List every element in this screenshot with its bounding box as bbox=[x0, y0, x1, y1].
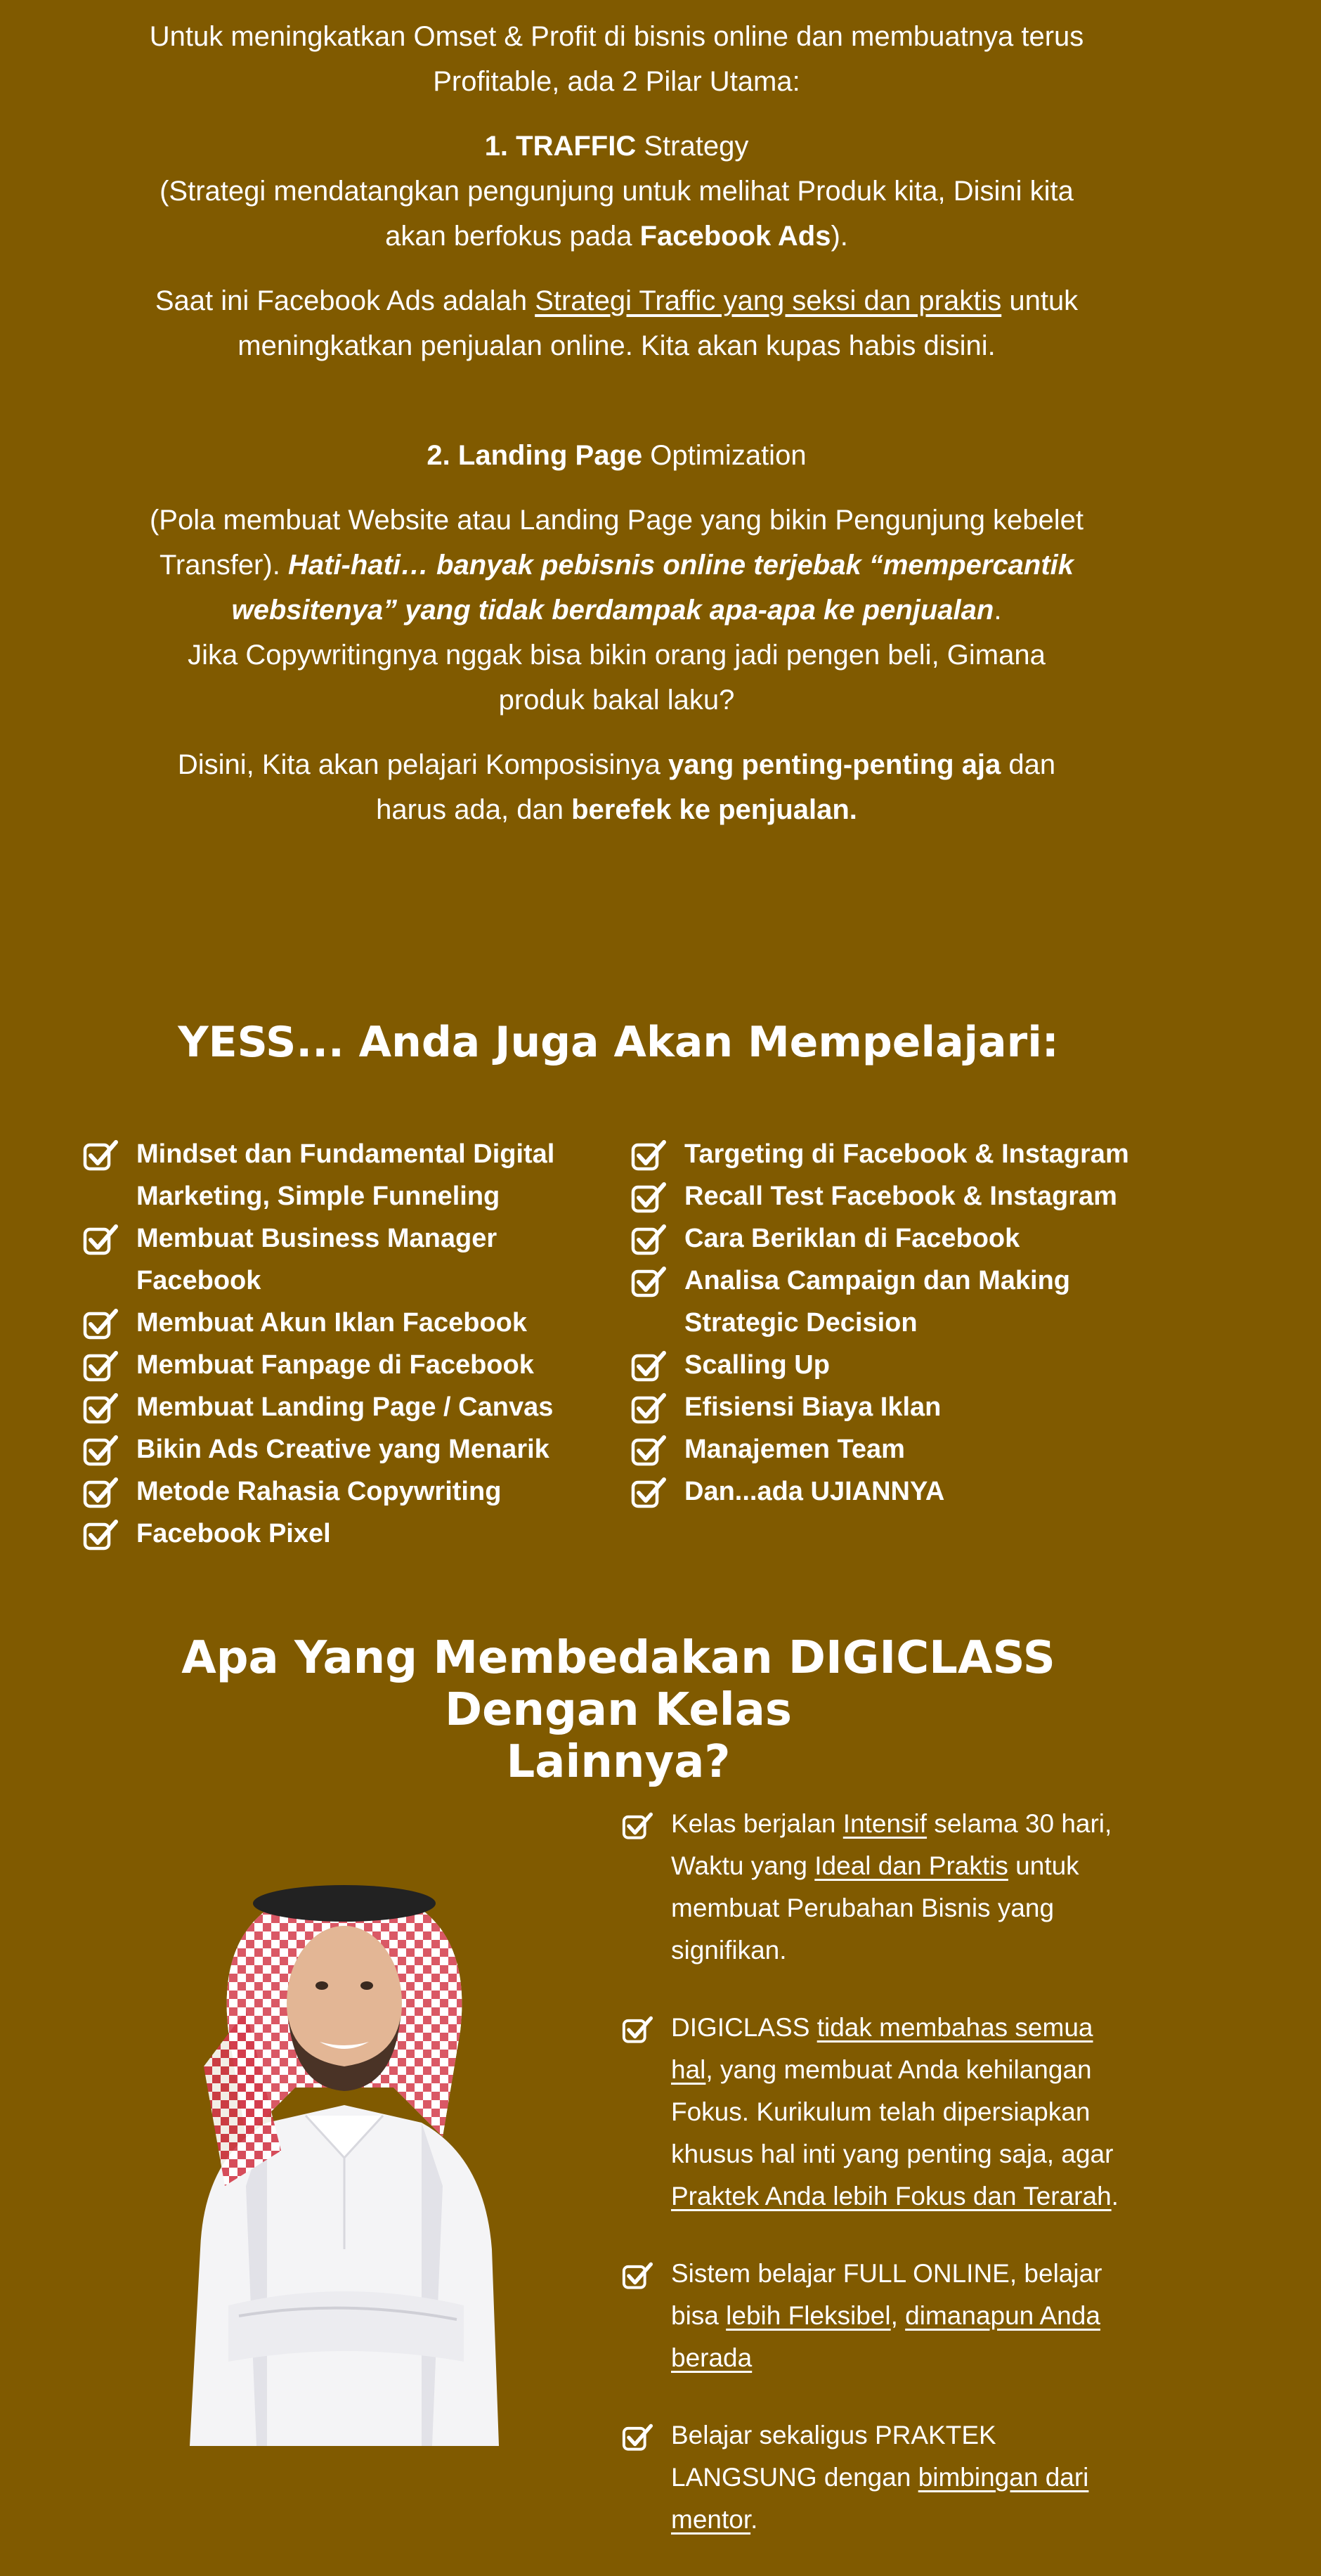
closing-1c: dan bbox=[1001, 749, 1056, 780]
learn-item bbox=[631, 1133, 1137, 1175]
diff-list bbox=[622, 1803, 1142, 2576]
learn-item bbox=[631, 1386, 1137, 1428]
learn-item-label: Metode Rahasia Copywriting bbox=[136, 1477, 502, 1506]
checkbox-check-icon bbox=[83, 1476, 119, 1510]
pillar2-desc-1: (Pola membuat Website atau Landing Page yang bikin Pengunjung kebelet bbox=[149, 505, 1084, 536]
learn-item-label: Dan...ada UJIANNYA bbox=[684, 1477, 945, 1506]
learn-item bbox=[83, 1133, 575, 1217]
pillar2-title: 2. Landing Page bbox=[427, 440, 643, 471]
learn-item bbox=[631, 1260, 1137, 1344]
pillar1-desc: (Strategi mendatangkan pengunjung untuk melihat Produk kita, Disini kita bbox=[160, 176, 1074, 207]
learn-item-label: Facebook Pixel bbox=[136, 1519, 331, 1548]
learn-item-label: Membuat Landing Page / Canvas bbox=[136, 1392, 554, 1422]
checkbox-check-icon bbox=[622, 2261, 654, 2291]
fb-text-a: Saat ini Facebook Ads adalah bbox=[155, 285, 535, 316]
intro-lead-2: Profitable, ada 2 Pilar Utama: bbox=[433, 66, 800, 97]
mentor-photo bbox=[162, 1856, 527, 2446]
learn-item-label: Membuat Akun Iklan Facebook bbox=[136, 1308, 528, 1338]
diff-item-1 bbox=[622, 1803, 1142, 1972]
diff-heading-line-2: Lainnya? bbox=[506, 1736, 731, 1788]
learn-list-left bbox=[83, 1133, 575, 1555]
diff-3-underline-1: lebih Fleksibel bbox=[726, 2301, 891, 2330]
learn-heading: YESS... Anda Juga Akan Mempelajari: bbox=[178, 1018, 1059, 1067]
learn-item bbox=[631, 1470, 1137, 1513]
learn-item bbox=[83, 1513, 575, 1555]
diff-item-3 bbox=[622, 2253, 1142, 2379]
checkbox-check-icon bbox=[83, 1434, 119, 1468]
learn-item bbox=[83, 1302, 575, 1344]
closing-1b: yang penting-penting aja bbox=[668, 749, 1001, 780]
pillar2-desc-4: Jika Copywritingnya nggak bisa bikin orang jadi pengen beli, Gimana bbox=[188, 640, 1046, 671]
checkbox-check-icon bbox=[83, 1392, 119, 1425]
learn-item bbox=[631, 1428, 1137, 1470]
pillar1-title-rest: Strategy bbox=[636, 131, 749, 162]
learn-item-label: Targeting di Facebook & Instagram bbox=[684, 1139, 1129, 1169]
checkbox-check-icon bbox=[631, 1392, 668, 1425]
pillar2-desc-2a: Transfer). bbox=[159, 550, 288, 581]
diff-1-text-c: untuk membuat Perubahan Bisnis yang signifikan. bbox=[671, 1851, 1079, 1965]
learn-item-label: Membuat Business Manager Facebook bbox=[136, 1224, 497, 1295]
learn-item bbox=[631, 1344, 1137, 1386]
checkbox-check-icon bbox=[622, 2015, 654, 2045]
checkbox-check-icon bbox=[622, 1811, 654, 1841]
pillar1-title: 1. TRAFFIC bbox=[484, 131, 637, 162]
diff-2-text-c: . bbox=[1111, 2182, 1119, 2211]
checkbox-check-icon bbox=[631, 1434, 668, 1468]
diff-heading-line-1: Apa Yang Membedakan DIGICLASS Dengan Kelas bbox=[181, 1632, 1055, 1736]
diff-1-text-b: selama 30 hari, Waktu yang bbox=[671, 1809, 1112, 1880]
learn-item-label: Scalling Up bbox=[684, 1350, 830, 1380]
pillar2-title-rest: Optimization bbox=[642, 440, 807, 471]
checkbox-check-icon bbox=[622, 2423, 654, 2452]
learn-item-label: Analisa Campaign dan Making Strategic Decision bbox=[684, 1266, 1070, 1338]
checkbox-check-icon bbox=[83, 1350, 119, 1383]
diff-1-underline-2: Ideal dan Praktis bbox=[814, 1851, 1008, 1880]
learn-item bbox=[631, 1217, 1137, 1260]
diff-4-text-a: Belajar sekaligus PRAKTEK LANGSUNG dengan bbox=[671, 2421, 996, 2492]
diff-4-underline-1: bimbingan dari mentor bbox=[671, 2463, 1089, 2534]
checkbox-check-icon bbox=[631, 1476, 668, 1510]
pillar1-desc-2a: akan berfokus pada bbox=[385, 221, 640, 252]
learn-item bbox=[83, 1470, 575, 1513]
learn-item bbox=[83, 1428, 575, 1470]
learn-item bbox=[83, 1386, 575, 1428]
learn-item-label: Efisiensi Biaya Iklan bbox=[684, 1392, 942, 1422]
checkbox-check-icon bbox=[631, 1139, 668, 1172]
learn-item-label: Recall Test Facebook & Instagram bbox=[684, 1182, 1117, 1211]
diff-2-text-b: , yang membuat Anda kehilangan Fokus. Kurikulum telah dipersiapkan khusus hal inti yang penting saja, agar bbox=[671, 2055, 1114, 2168]
closing-2a: harus ada, dan bbox=[376, 794, 572, 825]
diff-item-2 bbox=[622, 2007, 1142, 2218]
fb-text-2: meningkatkan penjualan online. Kita akan kupas habis disini. bbox=[237, 330, 996, 361]
learn-item bbox=[631, 1175, 1137, 1217]
learn-item-label: Manajemen Team bbox=[684, 1435, 905, 1464]
learn-item-label: Mindset dan Fundamental Digital Marketing, Simple Funneling bbox=[136, 1139, 555, 1211]
diff-item-4 bbox=[622, 2414, 1142, 2541]
intro-section bbox=[105, 14, 1128, 832]
diff-heading bbox=[84, 1632, 1152, 1788]
pillar1-desc-2c: ). bbox=[831, 221, 848, 252]
intro-lead-1: Untuk meningkatkan Omset & Profit di bisnis online dan membuatnya terus bbox=[149, 21, 1084, 52]
learn-item bbox=[83, 1344, 575, 1386]
diff-3-text-b: , bbox=[890, 2301, 906, 2330]
learn-item-label: Bikin Ads Creative yang Menarik bbox=[136, 1435, 549, 1464]
diff-2-underline-1: tidak membahas semua hal bbox=[671, 2013, 1093, 2084]
diff-4-text-b: . bbox=[750, 2505, 758, 2534]
learn-item bbox=[83, 1217, 575, 1302]
learn-item-label: Membuat Fanpage di Facebook bbox=[136, 1350, 534, 1380]
checkbox-check-icon bbox=[631, 1350, 668, 1383]
checkbox-check-icon bbox=[83, 1223, 119, 1257]
checkbox-check-icon bbox=[83, 1518, 119, 1552]
checkbox-check-icon bbox=[83, 1139, 119, 1172]
pillar2-warning-1: Hati-hati… banyak pebisnis online terjebak “mempercantik bbox=[287, 550, 1074, 581]
checkbox-check-icon bbox=[631, 1265, 668, 1299]
learn-list-right bbox=[631, 1133, 1137, 1513]
fb-text-b: untuk bbox=[1001, 285, 1079, 316]
learn-item-label: Cara Beriklan di Facebook bbox=[684, 1224, 1020, 1253]
diff-3-underline-2: dimanapun Anda berada bbox=[671, 2301, 1100, 2372]
diff-2-text-a: DIGICLASS bbox=[671, 2013, 817, 2042]
diff-2-underline-2: Praktek Anda lebih Fokus dan Terarah bbox=[671, 2182, 1112, 2211]
pillar1-desc-2b: Facebook Ads bbox=[639, 221, 831, 252]
closing-2b: berefek ke penjualan. bbox=[571, 794, 857, 825]
pillar2-desc-3b: . bbox=[994, 595, 1002, 626]
closing-1a: Disini, Kita akan pelajari Komposisinya bbox=[177, 749, 668, 780]
checkbox-check-icon bbox=[631, 1223, 668, 1257]
pillar2-desc-5: produk bakal laku? bbox=[498, 685, 735, 716]
diff-3-text-a: Sistem belajar FULL ONLINE, belajar bisa bbox=[671, 2259, 1102, 2330]
diff-1-underline-1: Intensif bbox=[842, 1809, 928, 1838]
checkbox-check-icon bbox=[83, 1307, 119, 1341]
diff-1-text-a: Kelas berjalan bbox=[671, 1809, 843, 1838]
checkbox-check-icon bbox=[631, 1181, 668, 1215]
pillar2-warning-2: websitenya” yang tidak berdampak apa-apa ke penjualan bbox=[231, 595, 994, 626]
fb-text-underlined: Strategi Traffic yang seksi dan praktis bbox=[535, 285, 1002, 316]
